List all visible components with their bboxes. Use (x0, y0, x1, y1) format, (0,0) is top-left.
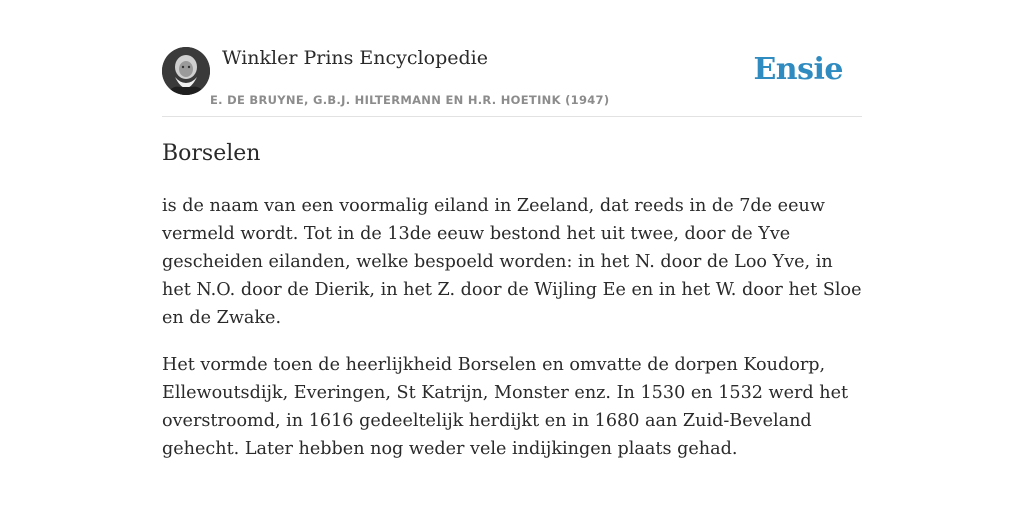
article-body (162, 192, 862, 482)
source-authors: E. DE BRUYNE, G.B.J. HILTERMANN EN H.R. HOETINK (1947) (210, 93, 610, 107)
source-title[interactable]: Winkler Prins Encyclopedie (222, 47, 488, 69)
portrait-image (162, 47, 210, 95)
article-title: Borselen (162, 141, 261, 166)
article-paragraph: is de naam van een voormalig eiland in Zeeland, dat reeds in de 7de eeuw vermeld wordt. Tot in de 13de eeuw bestond het uit twee, door de Yve gescheiden eilanden, welke bespoeld worden: in het N. door de Loo Yve, in het N.O. door de Dierik, in het Z. door de Wijling Ee en in het W. door het Sloe en de Zwake. (162, 196, 862, 328)
source-header (162, 44, 862, 117)
ensie-logo-link[interactable]: Ensie (753, 52, 843, 87)
author-avatar (162, 47, 210, 95)
article-paragraph: Het vormde toen de heerlijkheid Borselen en omvatte de dorpen Koudorp, Ellewoutsdijk, Everingen, St Katrijn, Monster enz. In 1530 en 1532 werd het overstroomd, in 1616 gedeeltelijk herdijkt en in 1680 aan Zuid-Beveland gehecht. Later hebben nog weder vele indijkingen plaats gehad. (162, 355, 849, 459)
